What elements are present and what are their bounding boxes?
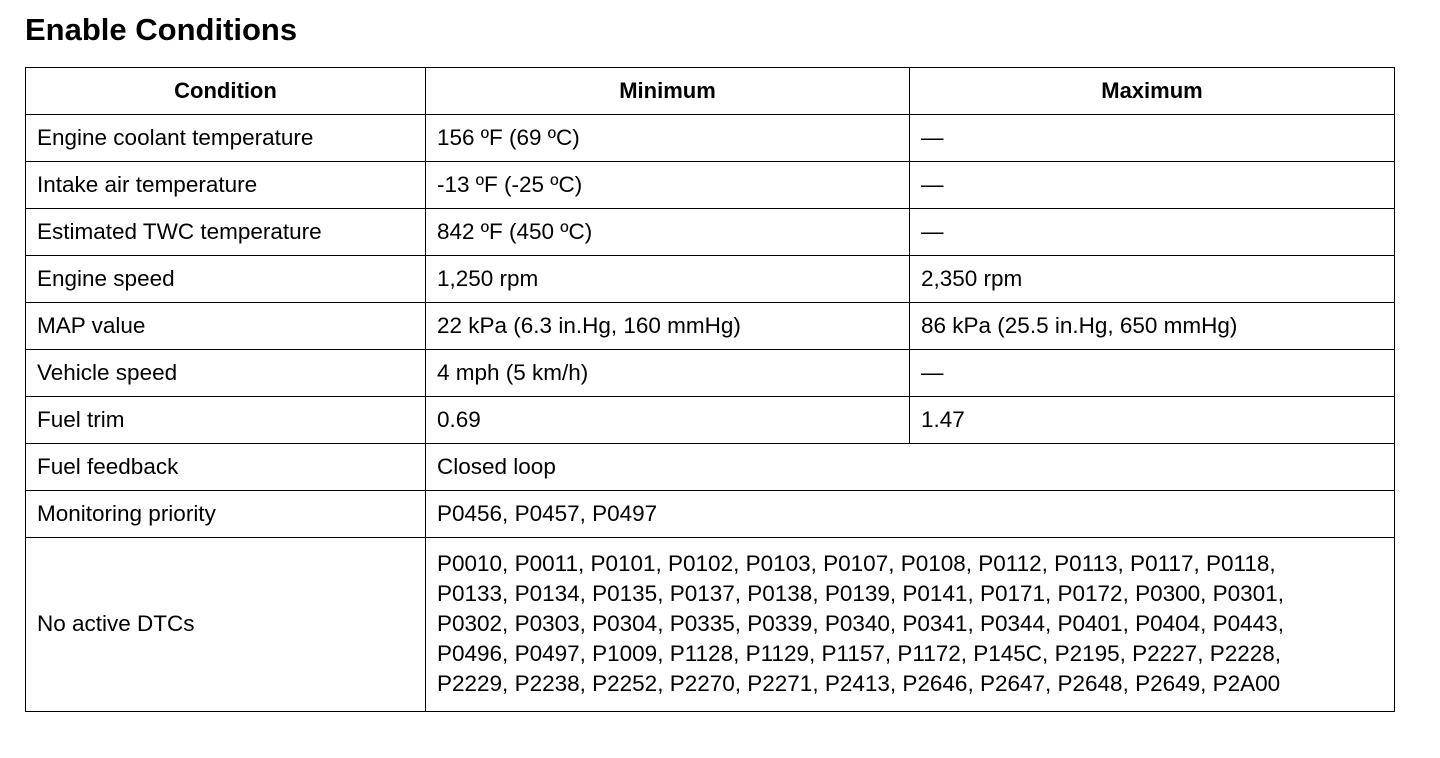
dtc-line: P0302, P0303, P0304, P0335, P0339, P0340, P0341, P0344, P0401, P0404, P0443, [437, 610, 1284, 636]
table-row [26, 303, 1395, 350]
minimum-cell: 156 ºF (69 ºC) [426, 115, 910, 162]
maximum-cell: 86 kPa (25.5 in.Hg, 650 mmHg) [910, 303, 1395, 350]
table-row [26, 491, 1395, 538]
dtc-line: P0133, P0134, P0135, P0137, P0138, P0139, P0141, P0171, P0172, P0300, P0301, [437, 580, 1284, 606]
monitoring-priority-value: P0456, P0457, P0497 [426, 491, 1395, 538]
dtc-list [426, 538, 1395, 712]
minimum-cell: 842 ºF (450 ºC) [426, 209, 910, 256]
condition-cell: Engine coolant temperature [26, 115, 426, 162]
condition-cell: Fuel feedback [26, 444, 426, 491]
column-header-condition: Condition [26, 68, 426, 115]
table-row [26, 115, 1395, 162]
column-header-minimum: Minimum [426, 68, 910, 115]
dtc-line: P2229, P2238, P2252, P2270, P2271, P2413, P2646, P2647, P2648, P2649, P2A00 [437, 670, 1281, 696]
table-row [26, 397, 1395, 444]
minimum-cell: 4 mph (5 km/h) [426, 350, 910, 397]
maximum-cell: — [910, 115, 1395, 162]
condition-cell: Fuel trim [26, 397, 426, 444]
table-row [26, 444, 1395, 491]
table-row [26, 538, 1395, 712]
maximum-cell: 2,350 rpm [910, 256, 1395, 303]
enable-conditions-table [25, 67, 1395, 712]
fuel-feedback-value: Closed loop [426, 444, 1395, 491]
maximum-cell: 1.47 [910, 397, 1395, 444]
condition-cell: Engine speed [26, 256, 426, 303]
condition-cell: Monitoring priority [26, 491, 426, 538]
minimum-cell: 22 kPa (6.3 in.Hg, 160 mmHg) [426, 303, 910, 350]
minimum-cell: 1,250 rpm [426, 256, 910, 303]
maximum-cell: — [910, 350, 1395, 397]
maximum-cell: — [910, 162, 1395, 209]
condition-cell: Vehicle speed [26, 350, 426, 397]
table-row [26, 256, 1395, 303]
dtc-line: P0010, P0011, P0101, P0102, P0103, P0107, P0108, P0112, P0113, P0117, P0118, [437, 550, 1276, 576]
table-row [26, 162, 1395, 209]
minimum-cell: 0.69 [426, 397, 910, 444]
condition-cell: Estimated TWC temperature [26, 209, 426, 256]
page-title: Enable Conditions [25, 12, 298, 47]
dtc-line: P0496, P0497, P1009, P1128, P1129, P1157, P1172, P145C, P2195, P2227, P2228, [437, 640, 1282, 666]
minimum-cell: -13 ºF (-25 ºC) [426, 162, 910, 209]
condition-cell: MAP value [26, 303, 426, 350]
table-row [26, 350, 1395, 397]
condition-cell: Intake air temperature [26, 162, 426, 209]
table-header-row [26, 68, 1395, 115]
maximum-cell: — [910, 209, 1395, 256]
condition-cell: No active DTCs [26, 538, 426, 712]
table-row [26, 209, 1395, 256]
column-header-maximum: Maximum [910, 68, 1395, 115]
